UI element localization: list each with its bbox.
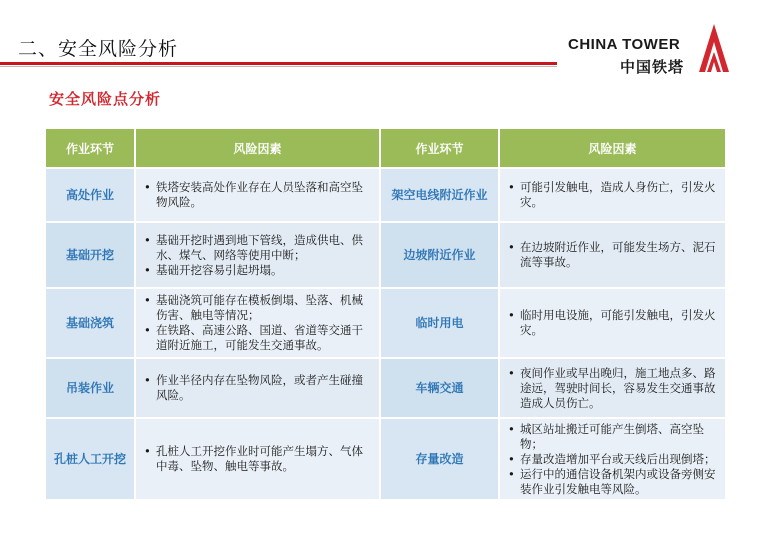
risk-cell bbox=[500, 419, 725, 499]
risk-cell bbox=[136, 169, 379, 221]
table-row bbox=[46, 419, 725, 499]
risk-item: • 夜间作业或早出晚归，施工地点多、路途远，驾驶时间长，容易发生交通事故造成人员伤亡。 bbox=[508, 366, 719, 411]
stage-cell: 吊装作业 bbox=[46, 359, 134, 417]
risk-cell bbox=[136, 223, 379, 287]
header-risk-left: 风险因素 bbox=[136, 129, 379, 167]
stage-cell: 基础开挖 bbox=[46, 223, 134, 287]
table-row bbox=[46, 223, 725, 287]
risk-item: • 运行中的通信设备机架内或设备旁侧安装作业引发触电等风险。 bbox=[508, 467, 719, 497]
risk-cell bbox=[500, 359, 725, 417]
risk-item: • 基础开挖容易引起坍塌。 bbox=[144, 263, 373, 278]
risk-item: • 可能引发触电，造成人身伤亡，引发火灾。 bbox=[508, 180, 719, 210]
risk-item: • 在铁路、高速公路、国道、省道等交通干道附近施工，可能发生交通事故。 bbox=[144, 323, 373, 353]
header-risk-right: 风险因素 bbox=[500, 129, 725, 167]
risk-cell bbox=[500, 223, 725, 287]
stage-cell: 基础浇筑 bbox=[46, 289, 134, 357]
table-row bbox=[46, 169, 725, 221]
table-subtitle: 安全风险点分析 bbox=[49, 90, 162, 108]
header-stage-left: 作业环节 bbox=[46, 129, 134, 167]
stage-cell: 边坡附近作业 bbox=[381, 223, 498, 287]
table-row bbox=[46, 289, 725, 357]
logo-chinese-text: 中国铁塔 bbox=[620, 58, 685, 76]
stage-cell: 车辆交通 bbox=[381, 359, 498, 417]
stage-cell: 高处作业 bbox=[46, 169, 134, 221]
tower-logo-icon bbox=[696, 22, 732, 74]
stage-cell: 架空电线附近作业 bbox=[381, 169, 498, 221]
table-row bbox=[46, 359, 725, 417]
risk-item: • 在边坡附近作业，可能发生场方、泥石流等事故。 bbox=[508, 240, 719, 270]
risk-item: • 基础浇筑可能存在模板倒塌、坠落、机械伤害、触电等情况； bbox=[144, 293, 373, 323]
risk-cell bbox=[136, 289, 379, 357]
risk-item: • 孔桩人工开挖作业时可能产生塌方、气体中毒、坠物、触电等事故。 bbox=[144, 444, 373, 474]
risk-analysis-table bbox=[44, 127, 727, 501]
table-header-row bbox=[46, 129, 725, 167]
stage-cell: 临时用电 bbox=[381, 289, 498, 357]
logo-english-text: CHINA TOWER bbox=[568, 36, 681, 53]
stage-cell: 孔桩人工开挖 bbox=[46, 419, 134, 499]
header-stage-right: 作业环节 bbox=[381, 129, 498, 167]
risk-item: • 临时用电设施，可能引发触电，引发火灾。 bbox=[508, 308, 719, 338]
risk-item: • 城区站址搬迁可能产生倒塔、高空坠物； bbox=[508, 422, 719, 452]
risk-item: • 存量改造增加平台或天线后出现倒塔； bbox=[508, 452, 719, 467]
risk-cell bbox=[136, 419, 379, 499]
title-underline-gray bbox=[0, 66, 557, 67]
risk-item: • 铁塔安装高处作业存在人员坠落和高空坠物风险。 bbox=[144, 180, 373, 210]
risk-cell bbox=[500, 289, 725, 357]
title-underline-red bbox=[0, 62, 557, 65]
section-title: 二、安全风险分析 bbox=[18, 38, 179, 60]
risk-cell bbox=[136, 359, 379, 417]
risk-cell bbox=[500, 169, 725, 221]
risk-item: • 基础开挖时遇到地下管线，造成供电、供水、煤气、网络等使用中断； bbox=[144, 233, 373, 263]
stage-cell: 存量改造 bbox=[381, 419, 498, 499]
risk-item: • 作业半径内存在坠物风险，或者产生碰撞风险。 bbox=[144, 373, 373, 403]
china-tower-logo bbox=[568, 22, 748, 76]
